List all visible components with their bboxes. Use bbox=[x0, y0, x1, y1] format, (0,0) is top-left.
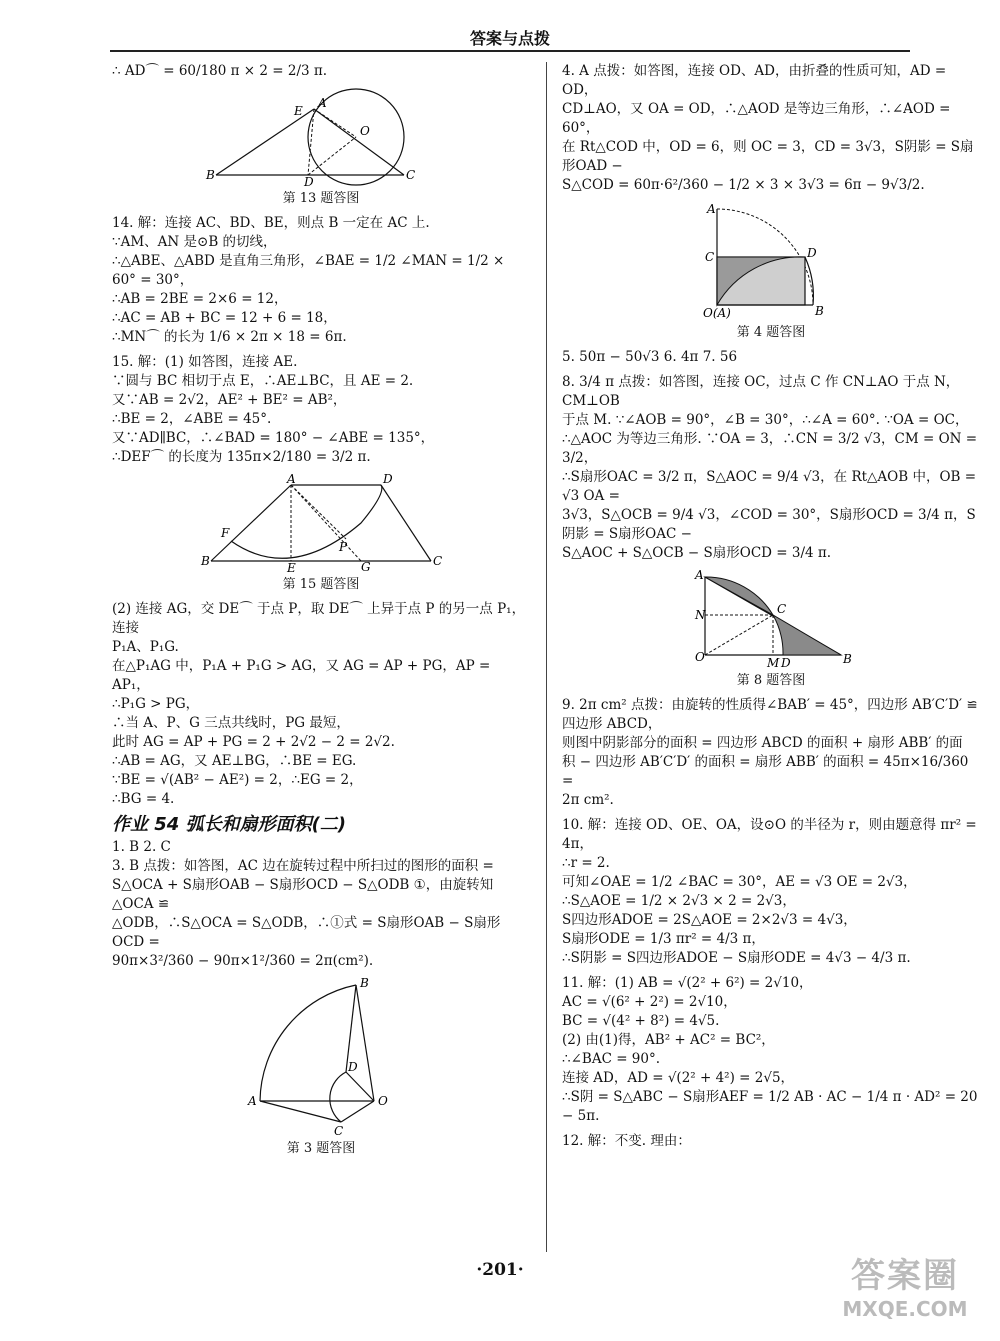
svg-text:O: O bbox=[360, 124, 370, 138]
text-line: 1. B 2. C bbox=[112, 839, 171, 855]
svg-text:B: B bbox=[815, 304, 824, 318]
text-line: ∴r = 2. bbox=[562, 855, 610, 871]
text-line: ∴∠BAC = 90°. bbox=[562, 1051, 661, 1067]
text-line: ∴P₁G > PG， bbox=[112, 696, 200, 712]
svg-text:A: A bbox=[695, 568, 704, 582]
figure-15 bbox=[201, 473, 441, 573]
svg-text:A: A bbox=[248, 1094, 257, 1108]
text-line: ∴S△AOE = 1/2 × 2√3 × 2 = 2√3， bbox=[562, 893, 796, 909]
text-line: ∴S阴 = S△ABC − S扇形AEF = 1/2 AB · AC − 1/4 π · AD² = 20 − 5π. bbox=[562, 1089, 978, 1124]
svg-text:P: P bbox=[339, 540, 348, 554]
figure-8 bbox=[691, 569, 851, 669]
text-line: 3√3，S△OCB = 9/4 √3，∠COD = 30°，S扇形OCD = 3/4 π，S阴影 = S扇形OAC − bbox=[562, 507, 976, 542]
text-line: ∴AB = AG，又 AE⊥BG，∴BE = EG. bbox=[112, 753, 357, 769]
figure-3 bbox=[246, 977, 396, 1137]
text-line: S△OCA + S扇形OAB − S扇形OCD − S△ODB ①，由旋转知△OCA ≌ bbox=[112, 877, 494, 912]
text-line: ∴当 A、P、G 三点共线时，PG 最短， bbox=[112, 715, 350, 731]
left-column bbox=[112, 62, 530, 1164]
caption: 第 13 题答图 bbox=[282, 191, 360, 206]
text-line: ∴ AD⌒ = 60/180 π × 2 = 2/3 π. bbox=[112, 63, 328, 79]
text-line: S四边形ADOE = 2S△AOE = 2×2√3 = 4√3， bbox=[562, 912, 857, 928]
svg-text:O(A): O(A) bbox=[703, 306, 731, 320]
svg-text:D: D bbox=[304, 175, 314, 189]
svg-text:D: D bbox=[348, 1060, 358, 1074]
text-line: 则图中阴影部分的面积 = 四边形 ABCD 的面积 + 扇形 ABB′ 的面 bbox=[562, 735, 963, 751]
text-line: S扇形ODE = 1/3 πr² = 4/3 π， bbox=[562, 931, 765, 947]
text-line: ∵圆与 BC 相切于点 E，∴AE⊥BC，且 AE = 2. bbox=[112, 373, 414, 389]
watermark-logo bbox=[830, 1248, 980, 1338]
text-line: ∴AC = AB + BC = 12 + 6 = 18， bbox=[112, 310, 337, 326]
text-line: 90π×3²/360 − 90π×1²/360 = 2π(cm²). bbox=[112, 953, 374, 969]
text-line: ∴DEF⌒ 的长度为 135π×2/180 = 3/2 π. bbox=[112, 449, 371, 465]
caption: 第 15 题答图 bbox=[282, 577, 360, 592]
text-line: ∴S扇形OAC = 3/2 π，S△AOC = 9/4 √3，在 Rt△AOB 中，OB = √3 OA = bbox=[562, 469, 977, 504]
text-line: 连接 AD，AD = √(2² + 4²) = 2√5， bbox=[562, 1070, 795, 1086]
svg-text:B: B bbox=[360, 976, 369, 990]
text-line: 5. 50π − 50√3 6. 4π 7. 56 bbox=[562, 349, 738, 365]
watermark-bottom: MXQE.COM bbox=[842, 1297, 968, 1321]
text-line: CD⊥AO，又 OA = OD，∴△AOD 是等边三角形，∴∠AOD = 60°， bbox=[562, 101, 951, 136]
svg-text:M: M bbox=[767, 656, 780, 670]
column-divider bbox=[546, 62, 547, 1252]
text-line: 又∵AD∥BC，∴∠BAD = 180° − ∠ABE = 135°， bbox=[112, 430, 435, 446]
page-header: 答案与点拨 bbox=[469, 29, 550, 48]
text-line: ∵AM、AN 是⊙B 的切线， bbox=[112, 234, 277, 250]
text-line: 3. B 点拨：如答图，AC 边在旋转过程中所扫过的图形的面积 = bbox=[112, 858, 494, 874]
svg-text:E: E bbox=[294, 104, 303, 118]
svg-text:C: C bbox=[334, 1124, 344, 1138]
text-line: 4. A 点拨：如答图，连接 OD、AD，由折叠的性质可知，AD = OD， bbox=[562, 63, 947, 98]
svg-text:C: C bbox=[406, 168, 416, 182]
text-line: 60° = 30°， bbox=[112, 272, 194, 288]
text-line: ∴BG = 4. bbox=[112, 791, 175, 807]
svg-text:D: D bbox=[807, 246, 817, 260]
svg-text:B: B bbox=[206, 168, 215, 182]
right-column bbox=[562, 62, 980, 1151]
text-line: ∴△AOC 为等边三角形. ∵OA = 3，∴CN = 3/2 √3，CM = ON = 3/2， bbox=[562, 431, 978, 466]
svg-text:C: C bbox=[705, 250, 715, 264]
svg-text:A: A bbox=[318, 96, 327, 110]
text-line: BC = √(4² + 8²) = 4√5. bbox=[562, 1013, 720, 1029]
svg-text:D: D bbox=[383, 472, 393, 486]
page-number: ·201· bbox=[476, 1260, 524, 1280]
text-line: ∴BE = 2，∠ABE = 45°. bbox=[112, 411, 272, 427]
text-line: 又∵AB = 2√2，AE² + BE² = AB²， bbox=[112, 392, 347, 408]
svg-text:B: B bbox=[843, 652, 852, 666]
watermark-top: 答案圈 bbox=[851, 1256, 959, 1296]
text-line: 此时 AG = AP + PG = 2 + 2√2 − 2 = 2√2. bbox=[112, 734, 395, 750]
text-line: 于点 M. ∵∠AOB = 90°，∠B = 30°，∴∠A = 60°. ∵OA = OC， bbox=[562, 412, 969, 428]
text-line: 在△P₁AG 中，P₁A + P₁G > AG，又 AG = AP + PG，AP = AP₁， bbox=[112, 658, 491, 693]
svg-text:A: A bbox=[707, 202, 716, 216]
text-line: ∴S阴影 = S四边形ADOE − S扇形ODE = 4√3 − 4/3 π. bbox=[562, 950, 911, 966]
caption: 第 4 题答图 bbox=[736, 325, 806, 340]
text-line: 可知∠OAE = 1/2 ∠BAC = 30°，AE = √3 OE = 2√3， bbox=[562, 874, 917, 890]
svg-text:O: O bbox=[695, 650, 705, 664]
text-line: (2) 由(1)得，AB² + AC² = BC²， bbox=[562, 1032, 775, 1048]
text-line: AC = √(6² + 2²) = 2√10， bbox=[562, 994, 737, 1010]
svg-text:G: G bbox=[361, 560, 371, 574]
text-line: △ODB，∴S△OCA = S△ODB，∴①式 = S扇形OAB − S扇形OCD = bbox=[112, 915, 501, 950]
svg-text:B: B bbox=[201, 554, 210, 568]
text-line: 12. 解：不变. 理由： bbox=[562, 1133, 691, 1149]
text-line: ∴△ABE、△ABD 是直角三角形，∠BAE = 1/2 ∠MAN = 1/2 × bbox=[112, 253, 505, 269]
text-line: 2π cm². bbox=[562, 792, 614, 808]
text-line: ∴AB = 2BE = 2×6 = 12， bbox=[112, 291, 288, 307]
text-line: 四边形 ABCD， bbox=[562, 716, 662, 732]
svg-text:E: E bbox=[287, 561, 296, 575]
svg-text:A: A bbox=[287, 472, 296, 486]
svg-text:D: D bbox=[781, 656, 791, 670]
svg-text:C: C bbox=[777, 602, 787, 616]
text-line: 15. 解：(1) 如答图，连接 AE. bbox=[112, 354, 298, 370]
text-line: 14. 解：连接 AC、BD、BE，则点 B 一定在 AC 上. bbox=[112, 215, 430, 231]
caption: 第 8 题答图 bbox=[736, 673, 806, 688]
svg-text:N: N bbox=[695, 608, 706, 622]
svg-text:F: F bbox=[221, 526, 230, 540]
figure-4 bbox=[701, 201, 841, 321]
svg-text:O: O bbox=[378, 1094, 388, 1108]
text-line: 10. 解：连接 OD、OE、OA，设⊙O 的半径为 r，则由题意得 πr² = 4π， bbox=[562, 817, 977, 852]
text-line: 9. 2π cm² 点拨：由旋转的性质得∠BAB′ = 45°，四边形 AB′C′D′ ≌ bbox=[562, 697, 978, 713]
text-line: 8. 3/4 π 点拨：如答图，连接 OC，过点 C 作 CN⊥AO 于点 N，CM⊥OB bbox=[562, 374, 960, 409]
text-line: P₁A、P₁G. bbox=[112, 639, 179, 655]
text-line: ∵BE = √(AB² − AE²) = 2，∴EG = 2， bbox=[112, 772, 363, 788]
text-line: ∴MN⌒ 的长为 1/6 × 2π × 18 = 6π. bbox=[112, 329, 347, 345]
text-line: 积 − 四边形 AB′C′D′ 的面积 = 扇形 ABB′ 的面积 = 45π×16/360 = bbox=[562, 754, 969, 789]
text-line: S△COD = 60π·6²/360 − 1/2 × 3 × 3√3 = 6π − 9√3/2. bbox=[562, 177, 925, 193]
text-line: (2) 连接 AG，交 DE⌒ 于点 P，取 DE⌒ 上异于点 P 的另一点 P₁，连接 bbox=[112, 601, 526, 636]
text-line: 在 Rt△COD 中，OD = 6，则 OC = 3，CD = 3√3，S阴影 = S扇形OAD − bbox=[562, 139, 974, 174]
text-line: S△AOC + S△OCB − S扇形OCD = 3/4 π. bbox=[562, 545, 832, 561]
svg-text:C: C bbox=[433, 554, 443, 568]
text-line: 11. 解：(1) AB = √(2² + 6²) = 2√10， bbox=[562, 975, 813, 991]
section-title: 作业 54 弧长和扇形面积(二) bbox=[112, 814, 347, 835]
figure-13 bbox=[206, 87, 436, 187]
caption: 第 3 题答图 bbox=[286, 1141, 356, 1156]
header-rule bbox=[110, 50, 910, 52]
